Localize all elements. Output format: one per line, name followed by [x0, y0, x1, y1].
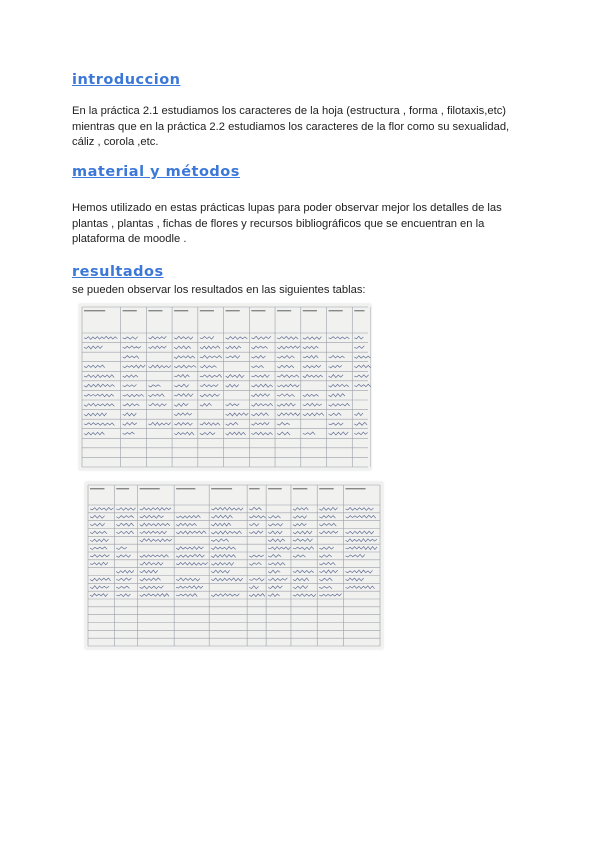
intro-line-1: En la práctica 2.1 estudiamos los caracteres de la hoja (estructura , forma , filotaxis,etc) — [72, 105, 507, 117]
methods-line-1: Hemos utilizado en estas prácticas lupas para poder observar mejor los detalles de las — [72, 202, 502, 214]
intro-line-2: mientras que en la práctica 2.2 estudiamos los caracteres de la flor como su sexualidad, — [72, 120, 510, 133]
leaf-table-drawing — [79, 304, 371, 470]
flower-table-drawing — [85, 482, 383, 649]
flower-table-photo — [85, 482, 383, 649]
leaf-table-photo — [79, 304, 371, 470]
methods-heading: material y métodos — [72, 164, 240, 180]
results-line-1: se pueden observar los resultados en las siguientes tablas: — [72, 284, 366, 296]
methods-line-2: plantas , plantas , fichas de flores y recursos bibliográficos que se encuentran en la — [72, 217, 485, 230]
methods-line-3: plataforma de moodle . — [72, 233, 187, 245]
results-heading: resultados — [72, 264, 164, 280]
intro-heading: introduccion — [72, 72, 181, 88]
intro-line-3: cáliz , corola ,etc. — [72, 136, 159, 148]
